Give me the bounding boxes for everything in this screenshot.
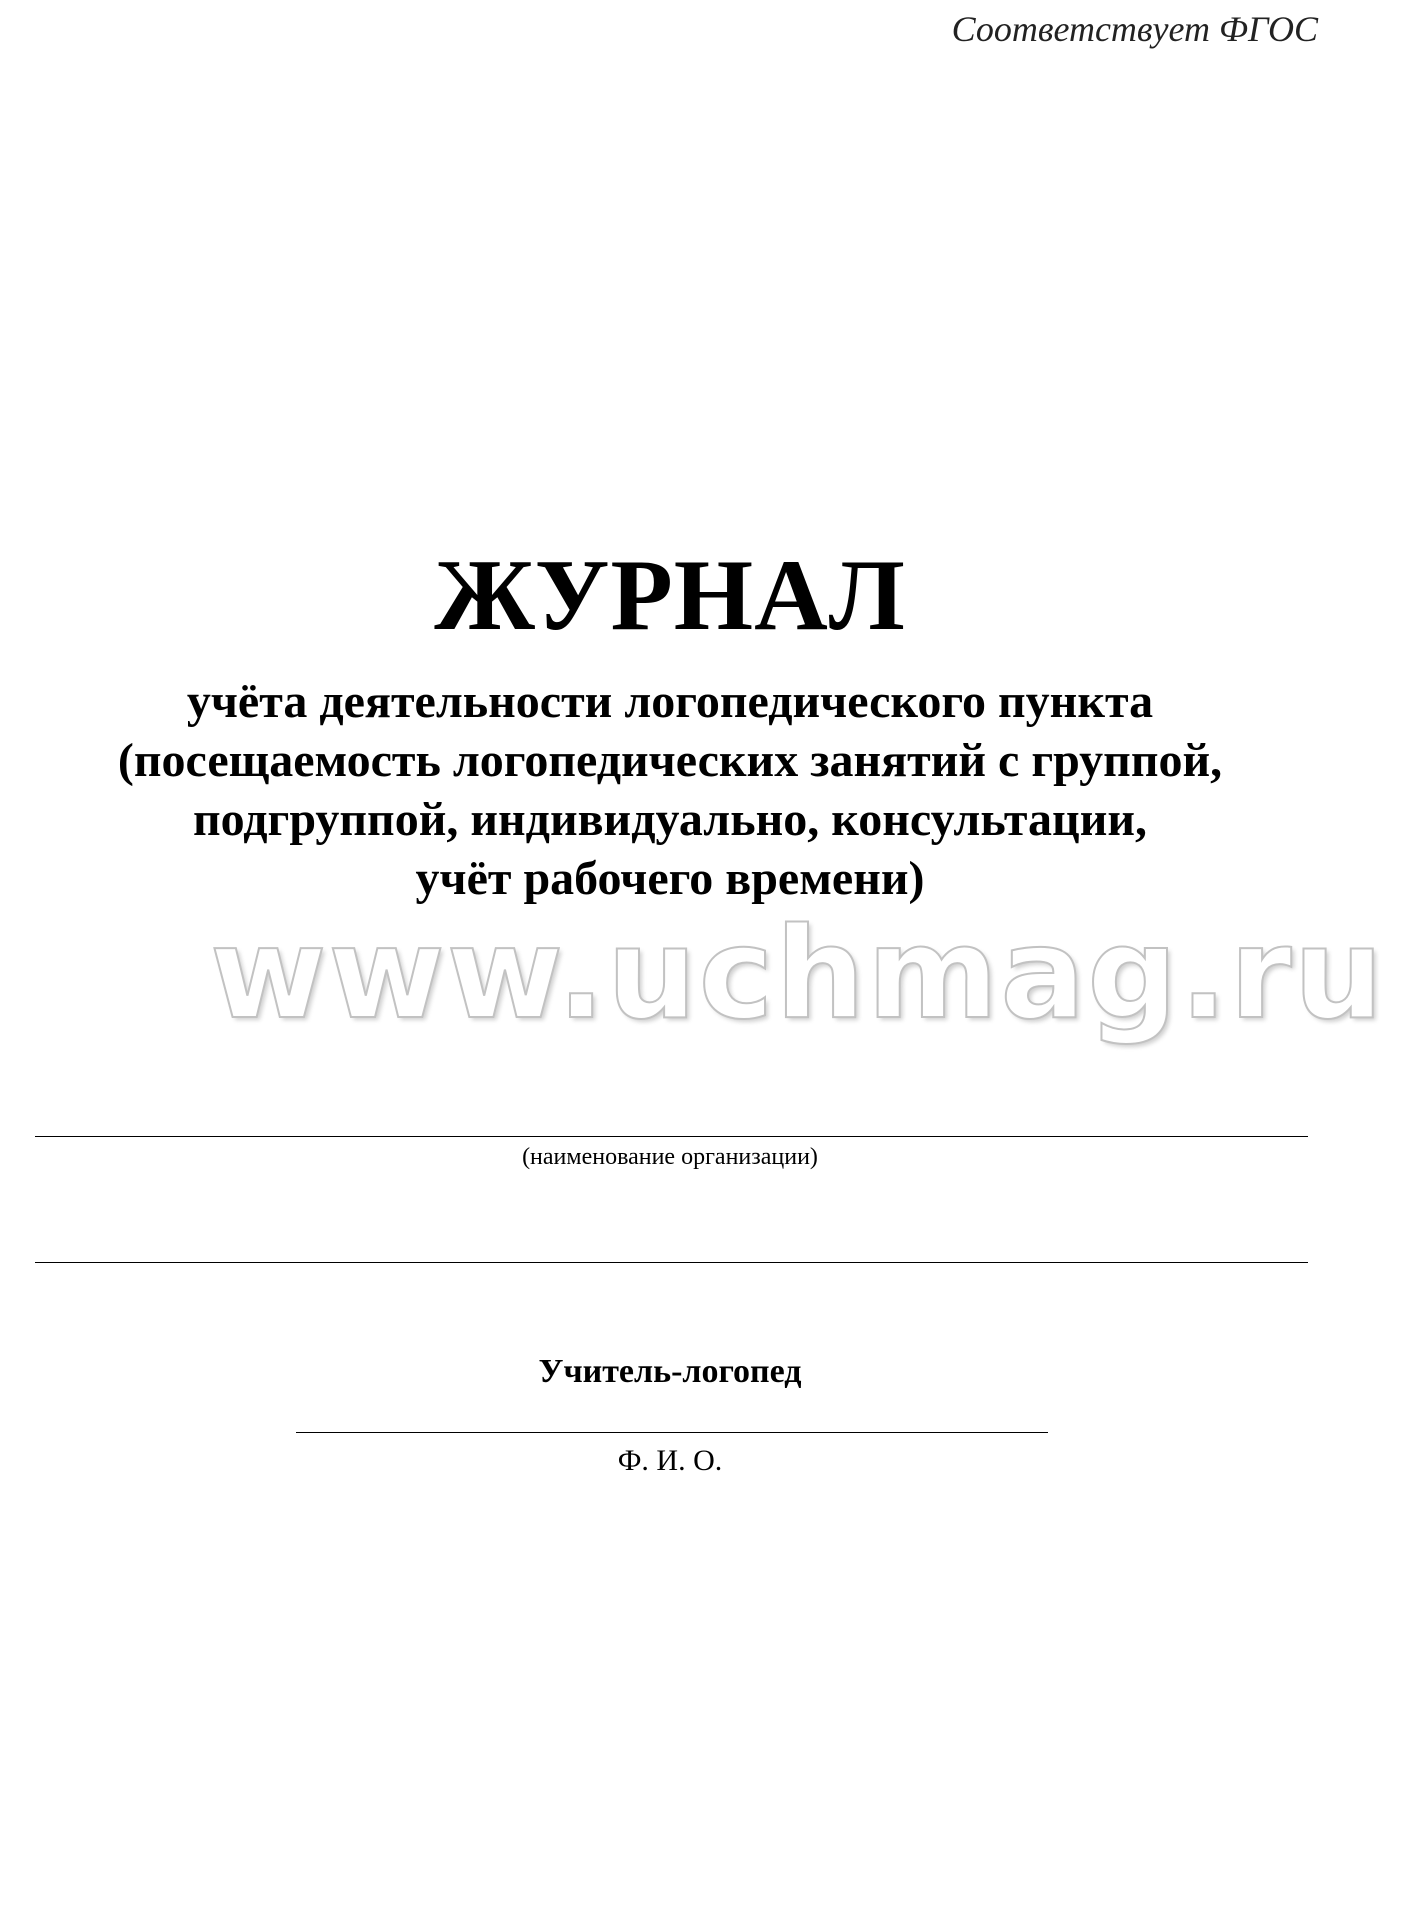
organization-extra-line xyxy=(35,1262,1308,1263)
journal-subtitle xyxy=(0,672,1340,908)
site-watermark: www.uchmag.ru xyxy=(210,900,1386,1047)
organization-name-caption: (наименование организации) xyxy=(522,1144,818,1170)
subtitle-line: учёта деятельности логопедического пункта xyxy=(186,675,1154,728)
teacher-fio-line xyxy=(296,1432,1048,1433)
subtitle-line: подгруппой, индивидуально, консультации, xyxy=(192,793,1148,846)
teacher-label: Учитель-логопед xyxy=(538,1353,802,1390)
fgos-compliance-note: Соответствует ФГОС xyxy=(951,9,1318,49)
subtitle-line: учёт рабочего времени) xyxy=(415,852,925,905)
teacher-fio-caption: Ф. И. О. xyxy=(617,1444,723,1477)
organization-name-line xyxy=(35,1136,1308,1137)
journal-title: ЖУРНАЛ xyxy=(434,539,906,652)
subtitle-line: (посещаемость логопедических занятий с группой, xyxy=(117,734,1223,787)
